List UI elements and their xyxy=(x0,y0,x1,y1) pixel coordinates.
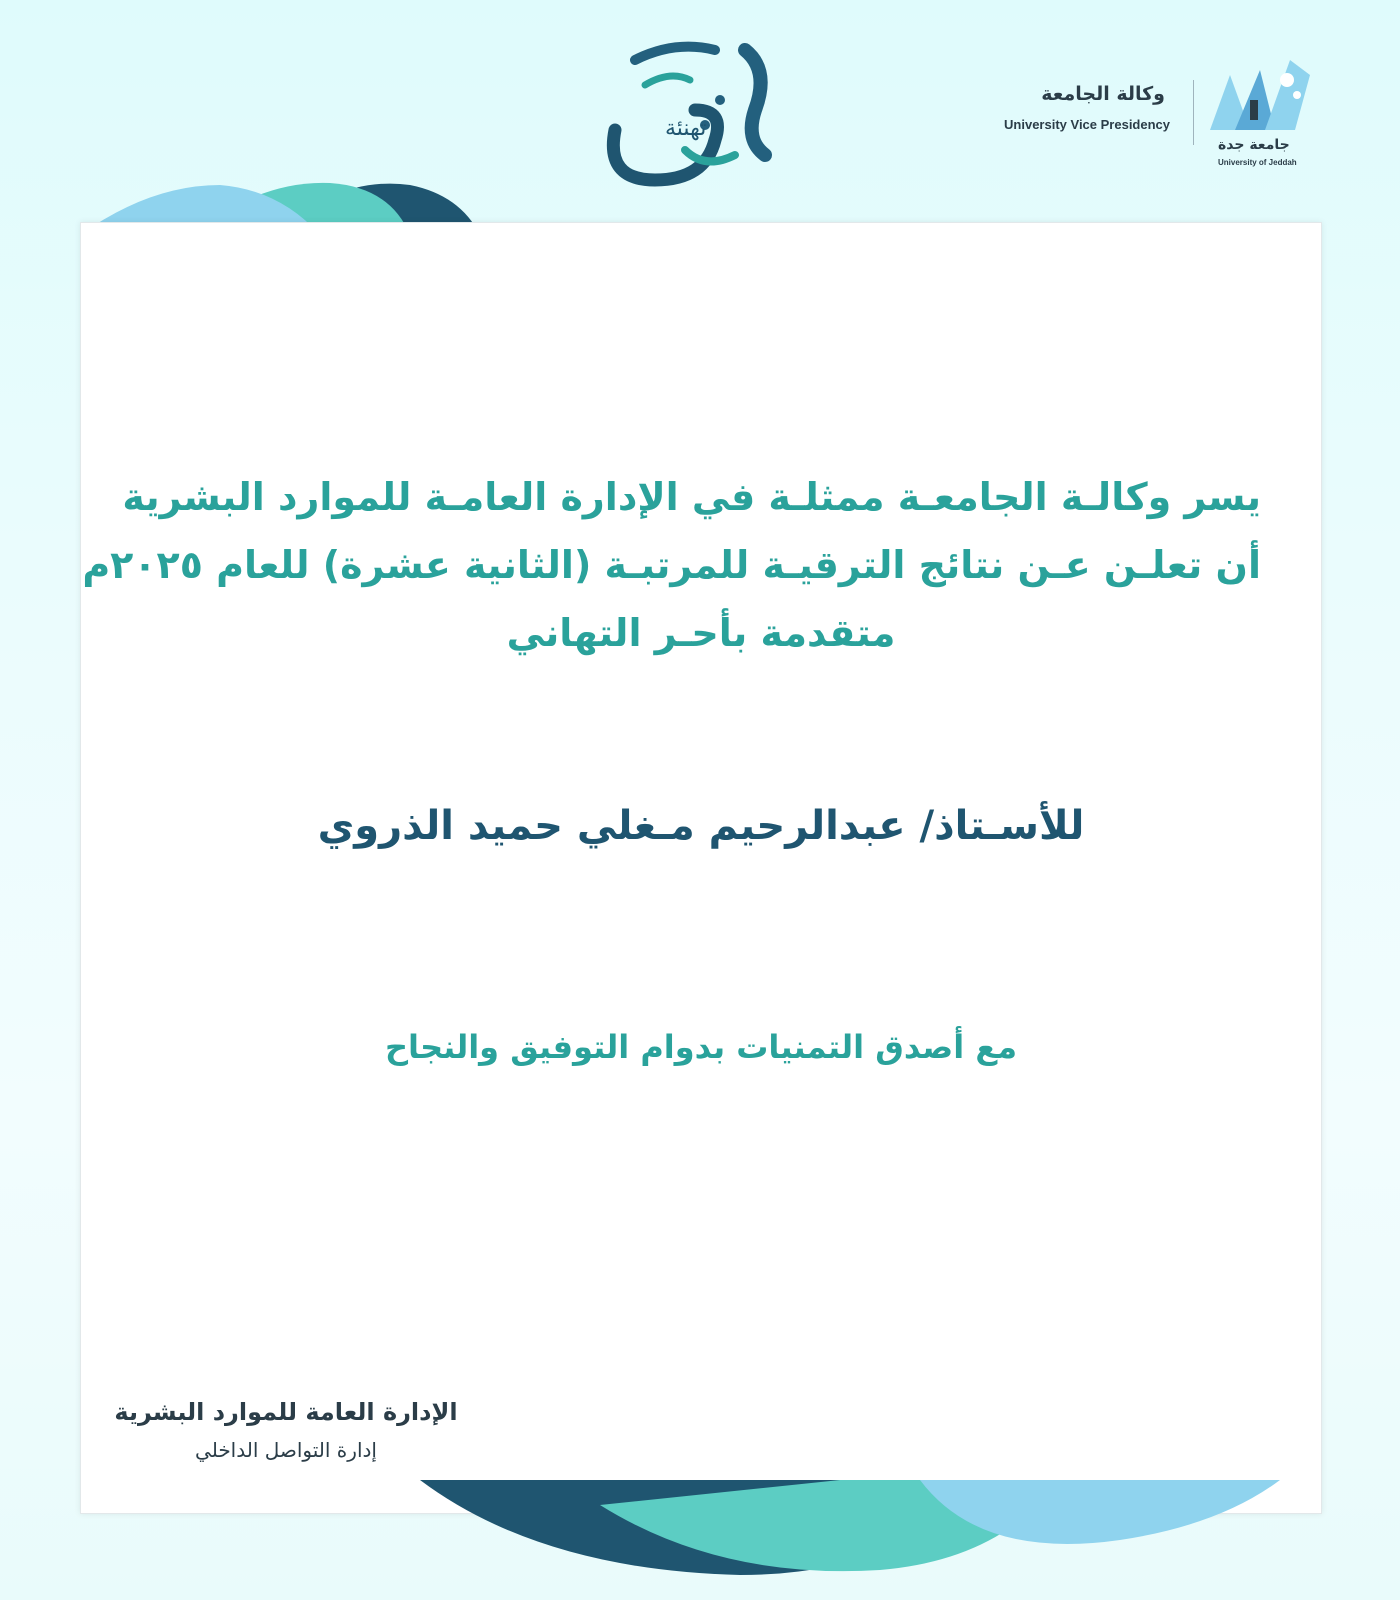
org-name-english: University Vice Presidency xyxy=(1004,117,1170,132)
congratulations-title-calligraphy xyxy=(595,30,795,200)
org-name-arabic: وكالة الجامعة xyxy=(1041,83,1165,105)
announcement-line: متقدمة بأحـر التهاني xyxy=(506,611,896,655)
recipient-name: للأسـتاذ/ عبدالرحيم مـغلي حميد الذروي xyxy=(317,803,1085,849)
announcement-line: يسر وكالـة الجامعـة ممثلـة في الإدارة العامـة للموارد البشرية xyxy=(122,475,1261,519)
title-text: تهنئة xyxy=(665,116,707,141)
decorative-waves-bottom xyxy=(420,1480,1300,1590)
sub-department-name: إدارة التواصل الداخلي xyxy=(195,1438,377,1462)
university-emblem-icon xyxy=(1205,55,1315,135)
logo-divider xyxy=(1193,80,1194,145)
university-name-arabic: جامعة جدة xyxy=(1218,137,1290,153)
department-name: الإدارة العامة للموارد البشرية xyxy=(114,1398,458,1426)
announcement-card xyxy=(80,222,1322,1514)
wishes-text: مع أصدق التمنيات بدوام التوفيق والنجاح xyxy=(384,1028,1017,1066)
university-logo-block xyxy=(990,55,1320,175)
university-name-english: University of Jeddah xyxy=(1218,158,1297,167)
announcement-line: أن تعلـن عـن نتائج الترقيـة للمرتبـة (الثانية عشرة) للعام ٢٠٢٥م xyxy=(82,543,1261,587)
announcement-text xyxy=(82,463,1261,667)
